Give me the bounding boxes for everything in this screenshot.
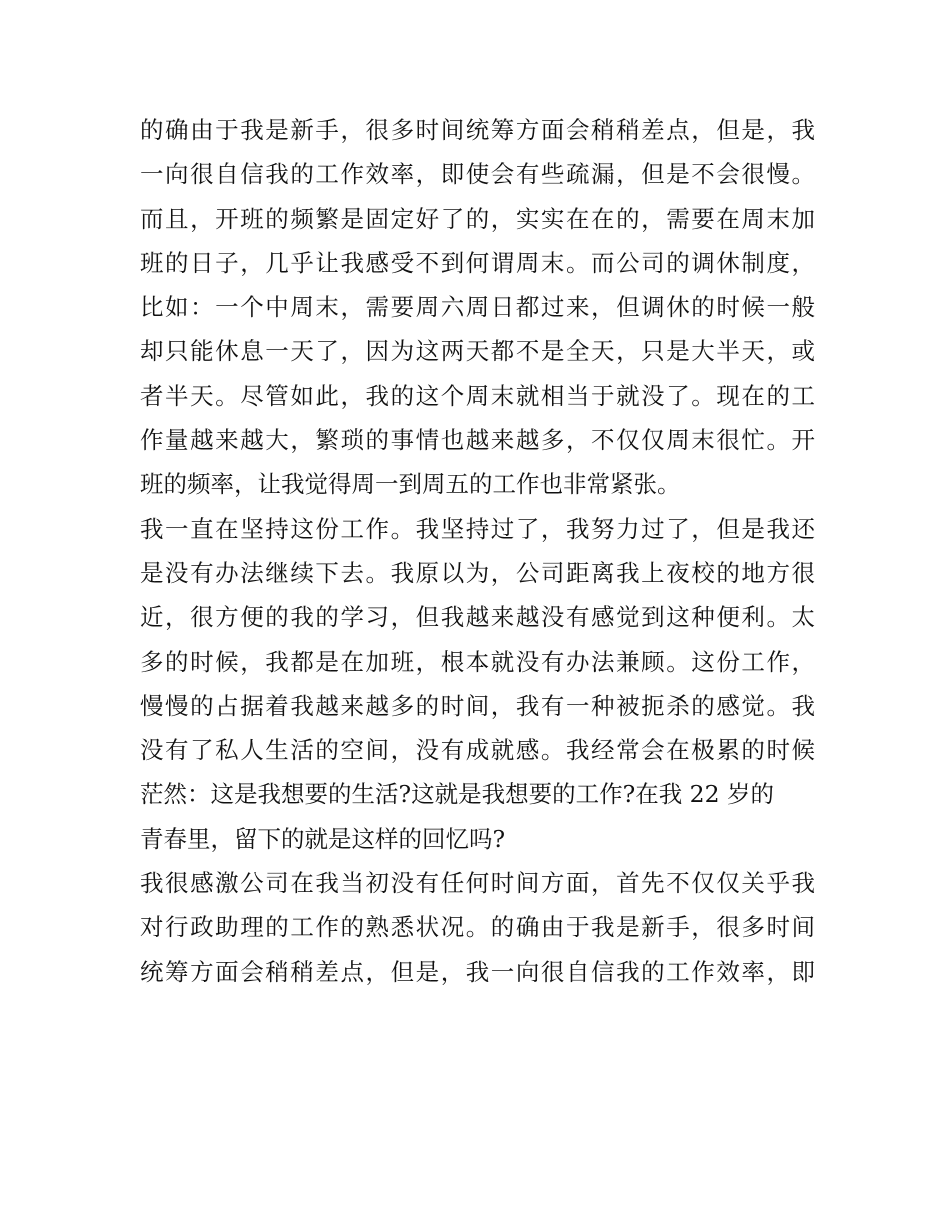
text-line: 统筹方面会稍稍差点，但是，我一向很自信我的工作效率，即: [140, 957, 815, 986]
text-line: 我一直在坚持这份工作。我坚持过了，我努力过了，但是我还: [140, 514, 815, 543]
text-line: 却只能休息一天了，因为这两天都不是全天，只是大半天，或: [140, 337, 815, 366]
text-line: 的确由于我是新手，很多时间统筹方面会稍稍差点，但是，我: [140, 116, 815, 144]
document-body: [140, 108, 815, 994]
text-line: 班的日子，几乎让我感受不到何谓周末。而公司的调休制度，: [140, 248, 815, 277]
text-line: 一向很自信我的工作效率，即使会有些疏漏，但是不会很慢。: [140, 160, 815, 189]
text-line: 比如：一个中周末，需要周六周日都过来，但调休的时候一般: [140, 293, 815, 322]
text-line: 青春里，留下的就是这样的回忆吗?: [140, 824, 506, 853]
text-line: 近，很方便的我的学习，但我越来越没有感觉到这种便利。太: [140, 603, 815, 632]
text-line: 慢慢的占据着我越来越多的时间，我有一种被扼杀的感觉。我: [140, 691, 815, 720]
text-line: 班的频率，让我觉得周一到周五的工作也非常紧张。: [140, 470, 681, 499]
text-line: 没有了私人生活的空间，没有成就感。我经常会在极累的时候: [140, 736, 815, 765]
text-line: 而且，开班的频繁是固定好了的，实实在在的，需要在周末加: [140, 204, 815, 233]
text-line: 对行政助理的工作的熟悉状况。的确由于我是新手，很多时间: [140, 913, 815, 942]
text-line: 作量越来越大，繁琐的事情也越来越多，不仅仅周末很忙。开: [140, 426, 815, 455]
text-line: 我很感激公司在我当初没有任何时间方面，首先不仅仅关乎我: [140, 869, 815, 898]
text-line: 是没有办法继续下去。我原以为，公司距离我上夜校的地方很: [140, 558, 815, 587]
text-line: 多的时候，我都是在加班，根本就没有办法兼顾。这份工作，: [140, 647, 815, 676]
text-line: 者半天。尽管如此，我的这个周末就相当于就没了。现在的工: [140, 381, 815, 410]
text-line: 茫然：这是我想要的生活?这就是我想要的工作?在我 22 岁的: [140, 780, 775, 809]
